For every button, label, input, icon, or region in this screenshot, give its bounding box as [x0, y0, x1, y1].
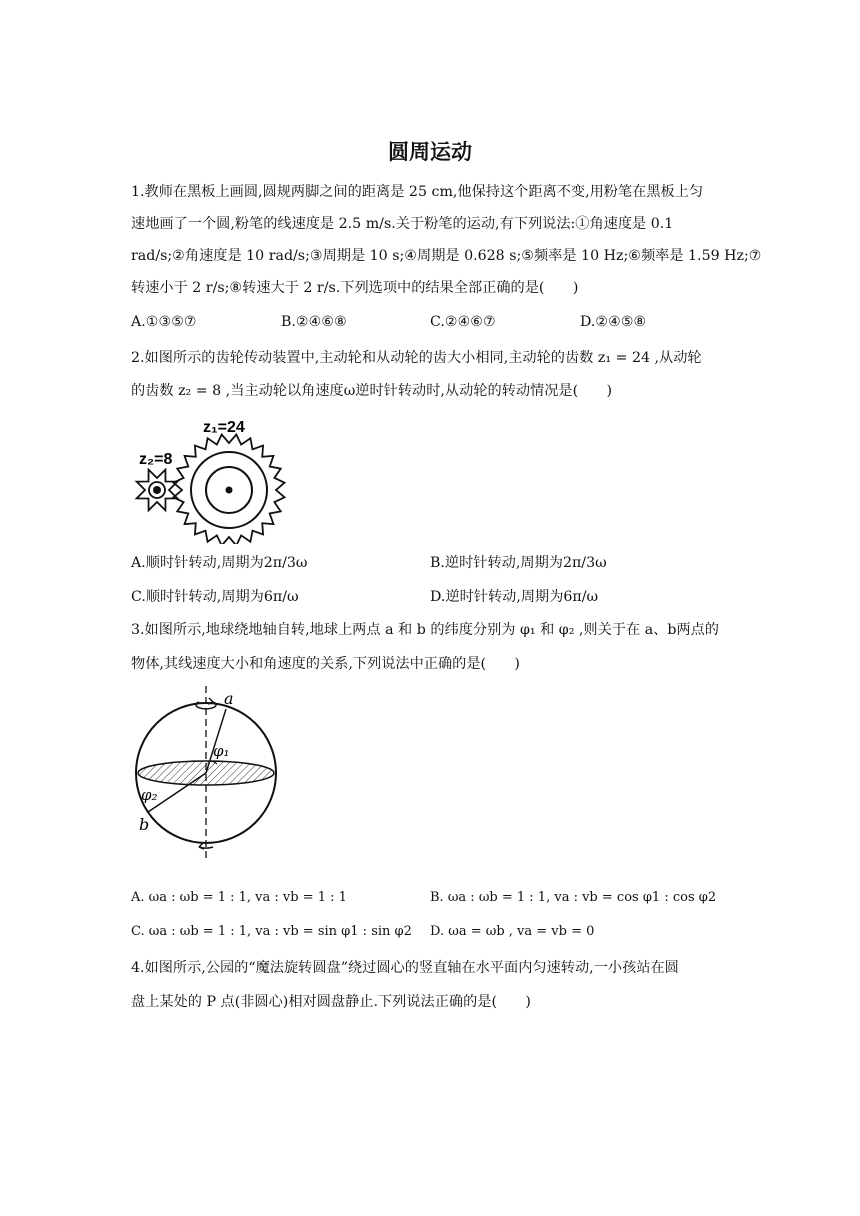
label-z2: z₂=8	[139, 451, 173, 468]
q2-line-2: 的齿数 z₂ = 8 ,当主动轮以角速度ω逆时针转动时,从动轮的转动情况是( )	[131, 383, 613, 399]
label-b: b	[139, 815, 150, 834]
q2-line-1: 2.如图所示的齿轮传动装置中,主动轮和从动轮的齿大小相同,主动轮的齿数 z₁ = 24 ,从动轮	[131, 350, 702, 366]
earth-diagram	[131, 684, 281, 864]
q3-line-1: 3.如图所示,地球绕地轴自转,地球上两点 a 和 b 的纬度分别为 φ₁ 和 φ₂ ,则关于在 a、b两点的	[131, 622, 719, 638]
q3-option-c: C. ωa : ωb = 1 : 1, va : vb = sin φ1 : sin φ2	[131, 924, 412, 939]
page-title: 圆周运动	[388, 140, 472, 164]
driven-gear	[137, 470, 178, 511]
q4-line-2: 盘上某处的 P 点(非圆心)相对圆盘静止.下列说法正确的是( )	[131, 994, 531, 1010]
label-z1: z₁=24	[203, 419, 245, 436]
q1-line-4: 转速小于 2 r/s;⑧转速大于 2 r/s.下列选项中的结果全部正确的是( )	[131, 280, 579, 296]
q1-option-c: C.②④⑥⑦	[430, 314, 496, 330]
q3-option-d: D. ωa = ωb , va = vb = 0	[430, 924, 595, 939]
gear-diagram	[131, 414, 301, 544]
q2-option-d: D.逆时针转动,周期为6π/ω	[430, 589, 599, 605]
q1-line-1: 1.教师在黑板上画圆,圆规两脚之间的距离是 25 cm,他保持这个距离不变,用粉笔在黑板上匀	[131, 184, 704, 200]
label-phi2: φ₂	[141, 786, 158, 804]
q1-option-b: B.②④⑥⑧	[281, 314, 347, 330]
label-a: a	[224, 689, 234, 708]
label-phi1: φ₁	[213, 742, 230, 760]
q1-line-2: 速地画了一个圆,粉笔的线速度是 2.5 m/s.关于粉笔的运动,有下列说法:①角速度是 0.1	[131, 216, 674, 232]
q1-line-3: rad/s;②角速度是 10 rad/s;③周期是 10 s;④周期是 0.628 s;⑤频率是 10 Hz;⑥频率是 1.59 Hz;⑦	[131, 248, 762, 264]
q3-line-2: 物体,其线速度大小和角速度的关系,下列说法中正确的是( )	[131, 656, 520, 672]
driving-gear	[173, 434, 284, 544]
q3-option-a: A. ωa : ωb = 1 : 1, va : vb = 1 : 1	[131, 890, 347, 905]
q1-option-a: A.①③⑤⑦	[131, 314, 197, 330]
q3-option-b: B. ωa : ωb = 1 : 1, va : vb = cos φ1 : cos φ2	[430, 890, 717, 905]
q2-option-c: C.顺时针转动,周期为6π/ω	[131, 589, 299, 605]
q1-option-d: D.②④⑤⑧	[580, 314, 647, 330]
q4-line-1: 4.如图所示,公园的“魔法旋转圆盘”绕过圆心的竖直轴在水平面内匀速转动,一小孩站在圆	[131, 960, 679, 976]
q2-option-a: A.顺时针转动,周期为2π/3ω	[131, 555, 308, 571]
q2-option-b: B.逆时针转动,周期为2π/3ω	[430, 555, 607, 571]
